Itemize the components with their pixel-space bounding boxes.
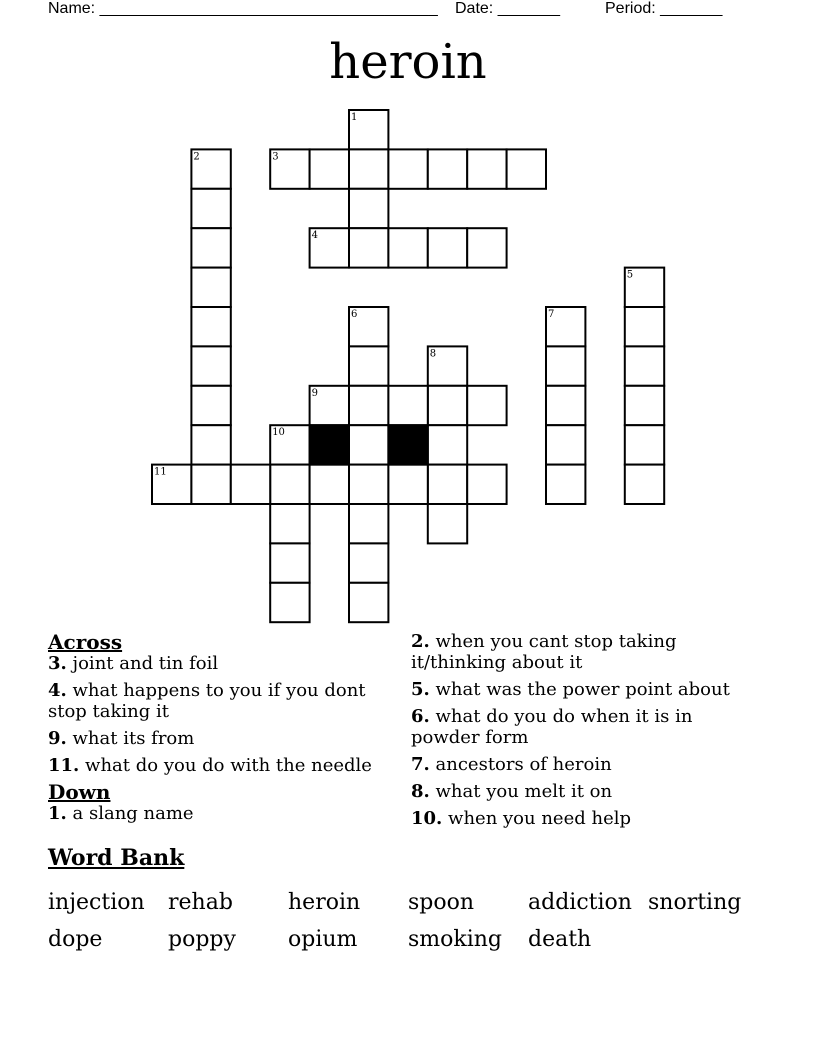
- grid-cell[interactable]: [349, 346, 388, 385]
- clue-item: [411, 631, 761, 673]
- grid-cell[interactable]: [467, 228, 506, 267]
- grid-cell[interactable]: [388, 228, 427, 267]
- grid-cell[interactable]: [191, 465, 230, 504]
- clue-number: 1.: [48, 803, 67, 824]
- grid-cell[interactable]: [625, 346, 664, 385]
- word-bank-item: opium: [288, 927, 358, 952]
- grid-cell[interactable]: [231, 465, 270, 504]
- grid-cell[interactable]: [546, 465, 585, 504]
- grid-cell[interactable]: [625, 386, 664, 425]
- clue-number-label: 4: [311, 230, 318, 242]
- grid-cell[interactable]: [625, 465, 664, 504]
- word-bank-item: dope: [48, 927, 103, 952]
- grid-cell[interactable]: [467, 149, 506, 188]
- down-clue-list-right: [411, 631, 761, 829]
- across-heading: Across: [48, 630, 123, 654]
- clue-text: ancestors of heroin: [429, 754, 612, 775]
- grid-cell[interactable]: [191, 228, 230, 267]
- grid-cell[interactable]: [546, 386, 585, 425]
- clue-item: [411, 781, 761, 802]
- word-bank-item: heroin: [288, 890, 361, 915]
- grid-cell[interactable]: [349, 149, 388, 188]
- grid-cell[interactable]: [310, 149, 349, 188]
- black-cell: [388, 425, 427, 464]
- clue-text: what do you do with the needle: [79, 755, 372, 776]
- clue-item: [48, 653, 393, 674]
- clue-number-label: 7: [548, 309, 555, 320]
- clue-number: 6.: [411, 706, 430, 727]
- period-field-label: Period: _______: [605, 0, 723, 17]
- grid-cell[interactable]: [388, 386, 427, 425]
- grid-cell[interactable]: [546, 346, 585, 385]
- grid-cell[interactable]: [546, 425, 585, 464]
- grid-cell[interactable]: [428, 149, 467, 188]
- grid-cell[interactable]: [388, 149, 427, 188]
- clue-number: 10.: [411, 808, 443, 829]
- grid-cell[interactable]: [191, 307, 230, 346]
- clue-text: what was the power point about: [429, 679, 730, 700]
- clue-text: a slang name: [66, 803, 194, 824]
- clue-number: 8.: [411, 781, 430, 802]
- clue-text: what its from: [66, 728, 195, 749]
- grid-cell[interactable]: [270, 583, 309, 622]
- clue-number-label: 11: [154, 466, 167, 478]
- clue-number: 9.: [48, 728, 67, 749]
- clue-item: [411, 679, 761, 700]
- grid-cell[interactable]: [428, 425, 467, 464]
- grid-cell[interactable]: [349, 228, 388, 267]
- grid-cell[interactable]: [349, 583, 388, 622]
- clue-text: what do you do when it is in powder form: [411, 706, 693, 748]
- grid-cell[interactable]: [349, 465, 388, 504]
- grid-cell[interactable]: [349, 386, 388, 425]
- clue-number-label: 9: [311, 387, 318, 399]
- clue-number-label: 1: [351, 112, 358, 123]
- clue-item: [48, 728, 393, 749]
- clue-item: [48, 680, 393, 722]
- grid-cell[interactable]: [270, 543, 309, 582]
- clue-item: [411, 808, 761, 829]
- clue-number: 11.: [48, 755, 80, 776]
- grid-cell[interactable]: [428, 228, 467, 267]
- page-title: heroin: [329, 34, 487, 90]
- clues-right-column: [411, 631, 761, 835]
- grid-cell[interactable]: [270, 504, 309, 543]
- grid-cell[interactable]: [428, 386, 467, 425]
- black-cell: [310, 425, 349, 464]
- clue-item: [48, 803, 393, 824]
- grid-cell[interactable]: [310, 465, 349, 504]
- clue-number: 5.: [411, 679, 430, 700]
- clue-number: 4.: [48, 680, 67, 701]
- word-bank-item: addiction: [528, 890, 632, 915]
- clue-number-label: 3: [272, 151, 279, 163]
- across-clue-list: [48, 653, 393, 776]
- grid-cell[interactable]: [625, 425, 664, 464]
- clue-number-label: 5: [626, 269, 634, 281]
- clue-text: when you need help: [442, 808, 632, 829]
- clue-text: when you cant stop taking it/thinking about it: [411, 631, 677, 673]
- clue-number-label: 8: [429, 348, 437, 360]
- down-clue-list-left: [48, 803, 393, 824]
- word-bank-item: injection: [48, 890, 145, 915]
- word-bank-heading: Word Bank: [48, 845, 185, 871]
- down-heading: Down: [48, 780, 111, 804]
- word-bank-item: poppy: [168, 927, 236, 952]
- clue-item: [411, 706, 761, 748]
- clue-number-label: 6: [351, 309, 358, 320]
- clues-left-column: [48, 630, 393, 830]
- clue-text: what you melt it on: [429, 781, 613, 802]
- name-field-label: Name: ______________________________________: [48, 0, 438, 17]
- grid-cell[interactable]: [507, 149, 546, 188]
- clue-number: 7.: [411, 754, 430, 775]
- grid-cell[interactable]: [467, 465, 506, 504]
- date-field-label: Date: _______: [455, 0, 560, 17]
- word-bank-item: death: [528, 927, 592, 952]
- word-bank-item: snorting: [648, 890, 742, 915]
- grid-cell[interactable]: [191, 346, 230, 385]
- grid-cell[interactable]: [349, 504, 388, 543]
- clue-number: 3.: [48, 653, 67, 674]
- grid-cell[interactable]: [191, 189, 230, 228]
- word-bank-item: smoking: [408, 927, 503, 952]
- clue-number-label: 10: [272, 427, 285, 439]
- grid-cell[interactable]: [191, 268, 230, 307]
- clue-text: what happens to you if you dont stop taking it: [48, 680, 366, 722]
- grid-cell[interactable]: [625, 307, 664, 346]
- clue-number: 2.: [411, 631, 430, 652]
- grid-cell[interactable]: [467, 386, 506, 425]
- grid-cell[interactable]: [349, 425, 388, 464]
- clue-item: [411, 754, 761, 775]
- grid-cell[interactable]: [191, 386, 230, 425]
- word-bank-item: spoon: [408, 890, 475, 915]
- grid-cell[interactable]: [428, 465, 467, 504]
- grid-cell[interactable]: [349, 189, 388, 228]
- grid-cell[interactable]: [270, 465, 309, 504]
- grid-cell[interactable]: [428, 504, 467, 543]
- grid-cell[interactable]: [388, 465, 427, 504]
- grid-cell[interactable]: [349, 543, 388, 582]
- grid-cell[interactable]: [191, 425, 230, 464]
- clue-item: [48, 755, 393, 776]
- clue-text: joint and tin foil: [66, 653, 219, 674]
- word-bank-item: rehab: [168, 890, 233, 915]
- clue-number-label: 2: [193, 151, 200, 163]
